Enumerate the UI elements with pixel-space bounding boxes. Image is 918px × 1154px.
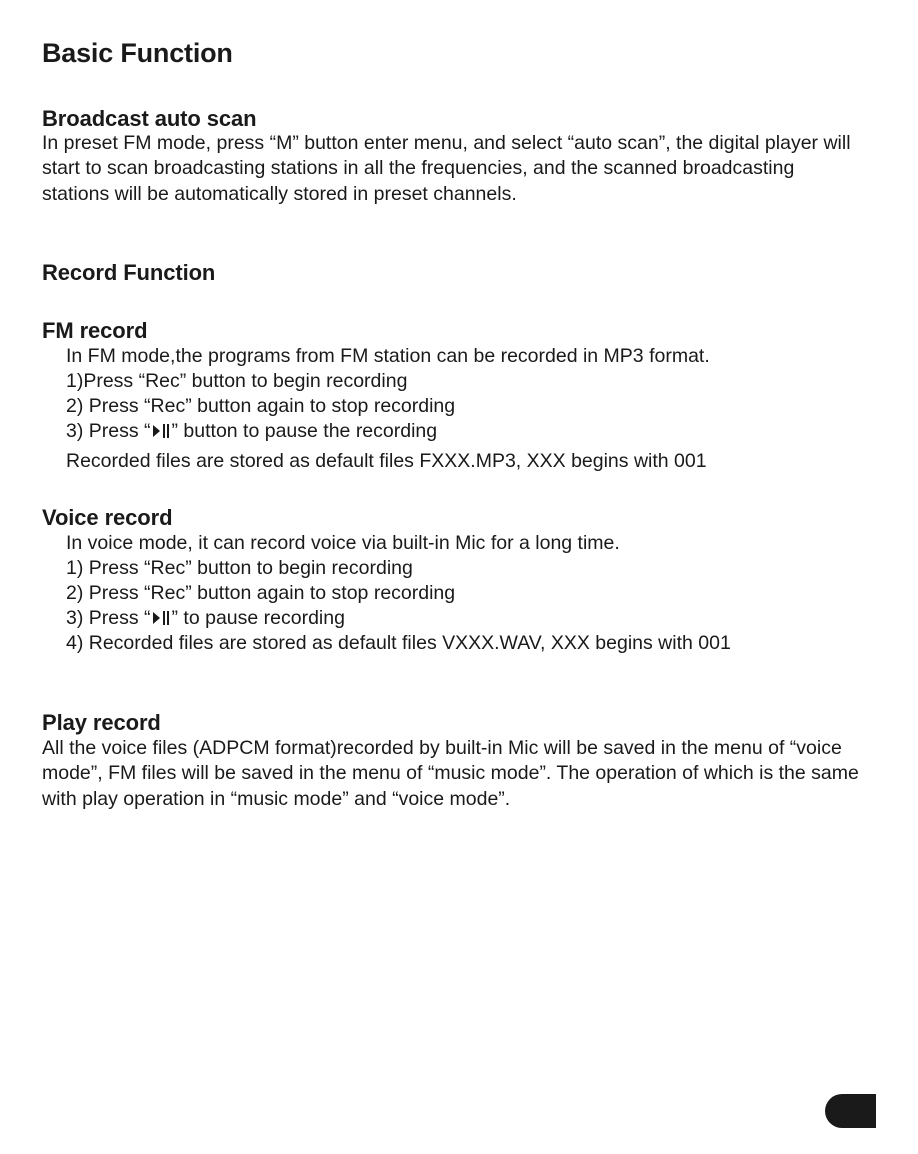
fm-record-note: Recorded files are stored as default files FXXX.MP3, XXX begins with 001 [66,450,707,472]
fm-record-step-2: 2) Press “Rec” button again to stop recording [66,395,456,417]
fm-step-3-suffix: ” button to pause the recording [171,420,438,442]
broadcast-text: In preset FM mode, press “M” button enter menu, and select “auto scan”, the digital player will start to scan broadcasting stations in all the frequencies, and the scanned broadcasting stations will be automatically stored in preset channels. [42,132,851,205]
fm-record-intro: In FM mode,the programs from FM station can be recorded in MP3 format. [66,345,710,367]
fm-record-step-3 [66,420,437,443]
play-pause-icon [153,611,170,625]
page-tab-marker [825,1094,876,1128]
play-record-text: All the voice files (ADPCM format)recorded by built-in Mic will be saved in the menu of “voice mode”, FM files will be saved in the menu of “music mode”. The operation of which is the same with play operation in “music mode” and “voice mode”. [42,737,859,810]
voice-record-step-1: 1) Press “Rec” button to begin recording [66,557,413,579]
fm-record-step-1: 1)Press “Rec” button to begin recording [66,370,408,392]
play-record-heading: Play record [42,710,161,735]
fm-record-heading: FM record [42,318,148,343]
page-title: Basic Function [42,38,233,68]
voice-step-3-suffix: ” to pause recording [171,607,345,629]
broadcast-heading: Broadcast auto scan [42,106,257,131]
voice-step-3-prefix: 3) Press “ [66,607,151,629]
voice-record-heading: Voice record [42,505,173,530]
fm-step-3-prefix: 3) Press “ [66,420,151,442]
voice-record-step-4: 4) Recorded files are stored as default files VXXX.WAV, XXX begins with 001 [66,632,731,654]
record-function-heading: Record Function [42,260,216,285]
voice-record-step-2: 2) Press “Rec” button again to stop recording [66,582,456,604]
voice-record-intro: In voice mode, it can record voice via built-in Mic for a long time. [66,532,620,554]
voice-record-step-3 [66,607,345,630]
play-pause-icon [153,424,170,438]
